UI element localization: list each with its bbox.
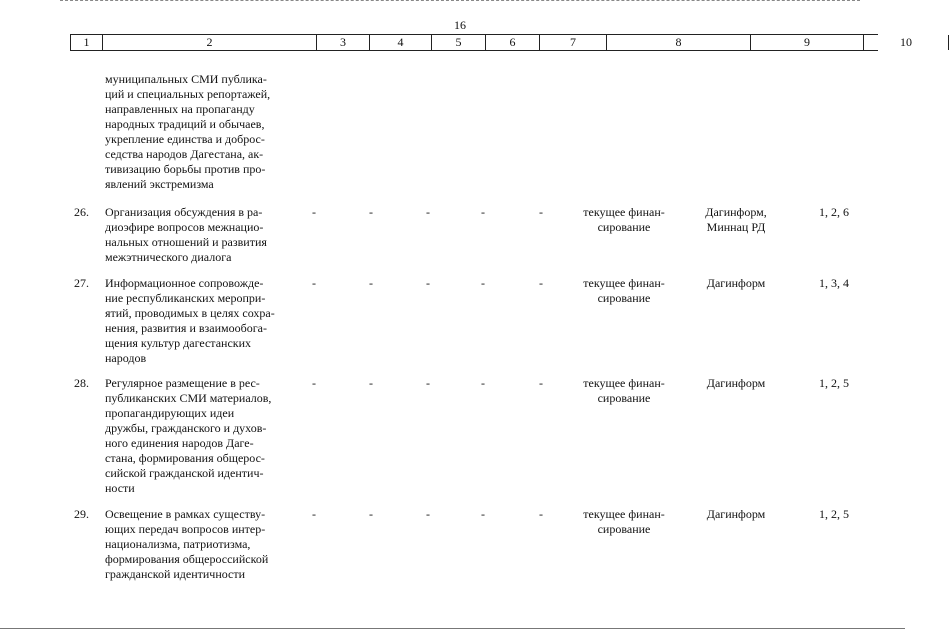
financing-value: текущее финан- сирование	[583, 376, 665, 405]
financing-value: текущее финан- сирование	[583, 276, 665, 305]
col7-value: -	[539, 205, 543, 219]
column-header-3: 3	[317, 35, 370, 50]
row-number: 28.	[74, 376, 89, 390]
indicators-value: 1, 2, 5	[819, 376, 849, 390]
column-header-8: 8	[607, 35, 751, 50]
bottom-scan-rule	[0, 628, 905, 629]
col5-value: -	[426, 205, 430, 219]
col5-value: -	[426, 507, 430, 521]
row-number: 26.	[74, 205, 89, 219]
row-description: Регулярное размещение в рес- публиканских СМИ материалов, пропагандирующих идеи дружбы, гражданского и духов- ного единения народов Даге- стана, формирования общерос- сийской гражданской идентич- ности	[105, 376, 272, 495]
col7-value: -	[539, 276, 543, 290]
col5-value: -	[426, 376, 430, 390]
col5-value: -	[426, 276, 430, 290]
column-header-9: 9	[751, 35, 864, 50]
financing-value: текущее финан- сирование	[583, 205, 665, 234]
col7-value: -	[539, 376, 543, 390]
col6-value: -	[481, 376, 485, 390]
col3-value: -	[312, 205, 316, 219]
col3-value: -	[312, 376, 316, 390]
row-description: Освещение в рамках существу- ющих передач вопросов интер- национализма, патриотизма, формирования общероссийской гражданской идентичности	[105, 507, 269, 581]
column-header-1: 1	[71, 35, 103, 50]
page-number: 16	[454, 18, 466, 32]
top-scan-rule	[60, 0, 860, 3]
col6-value: -	[481, 507, 485, 521]
column-header-6: 6	[486, 35, 540, 50]
continuation-description: муниципальных СМИ публика- ций и специальных репортажей, направленных на пропаганду народных традиций и обычаев, укрепление единства и доброс- седства народов Дагестана, ак- тивизацию борьбы против про- явлений экстремизма	[105, 72, 271, 191]
col4-value: -	[369, 507, 373, 521]
column-header-4: 4	[370, 35, 432, 50]
financing-value: текущее финан- сирование	[583, 507, 665, 536]
indicators-value: 1, 2, 5	[819, 507, 849, 521]
table-header-row	[70, 34, 912, 51]
indicators-value: 1, 2, 6	[819, 205, 849, 219]
column-header-7: 7	[540, 35, 607, 50]
executor-value: Дагинформ, Миннац РД	[705, 205, 767, 234]
executor-value: Дагинформ	[706, 276, 766, 290]
column-header-2: 2	[103, 35, 317, 50]
row-number: 29.	[74, 507, 89, 521]
col4-value: -	[369, 376, 373, 390]
column-header-10: 10	[864, 35, 949, 50]
row-number: 27.	[74, 276, 89, 290]
column-header-5: 5	[432, 35, 486, 50]
executor-value: Дагинформ	[706, 376, 766, 390]
indicators-value: 1, 3, 4	[819, 276, 849, 290]
row-description: Организация обсуждения в ра- диоэфире вопросов межнацио- нальных отношений и развития межэтнического диалога	[105, 205, 267, 264]
row-description: Информационное сопровожде- ние республиканских меропри- ятий, проводимых в целях сохра- нения, развития и взаимообога- щения культур дагестанских народов	[105, 276, 275, 365]
col4-value: -	[369, 205, 373, 219]
col6-value: -	[481, 276, 485, 290]
col7-value: -	[539, 507, 543, 521]
col3-value: -	[312, 507, 316, 521]
col6-value: -	[481, 205, 485, 219]
col4-value: -	[369, 276, 373, 290]
col3-value: -	[312, 276, 316, 290]
executor-value: Дагинформ	[706, 507, 766, 521]
